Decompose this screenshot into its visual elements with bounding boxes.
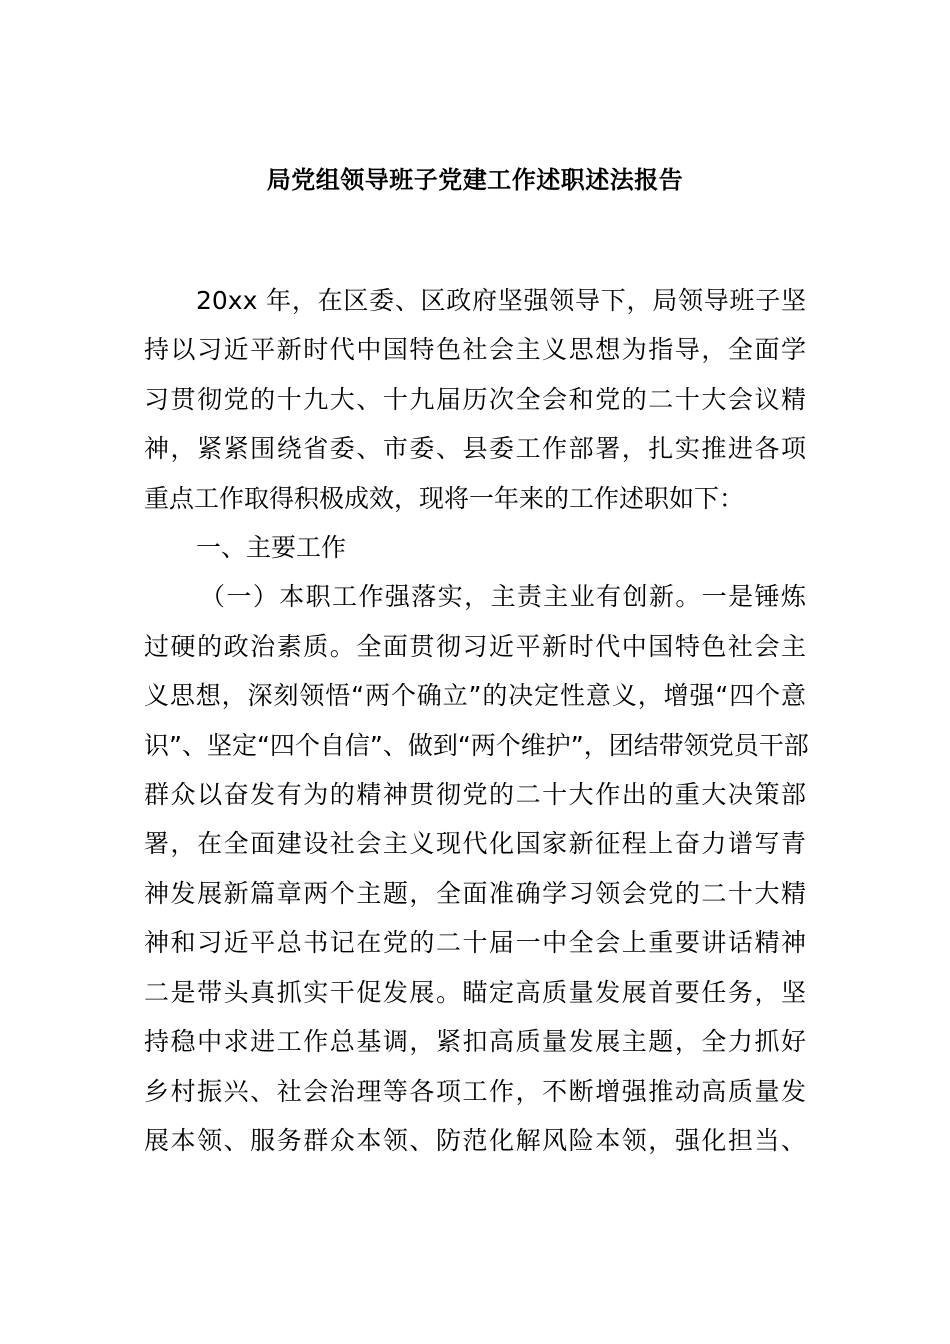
paragraph-line: 二是带头真抓实干促发展。瞄定高质量发展首要任务，坚 bbox=[144, 977, 806, 1007]
paragraph-line: 持稳中求进工作总基调，紧扣高质量发展主题，全力抓好 bbox=[144, 1027, 806, 1057]
paragraph-line: 过硬的政治素质。全面贯彻习近平新时代中国特色社会主 bbox=[144, 631, 806, 661]
paragraph-line: 识”、坚定“四个自信”、做到“两个维护”，团结带领党员干部 bbox=[144, 730, 809, 760]
paragraph-line: 展本领、服务群众本领、防范化解风险本领，强化担当、 bbox=[144, 1125, 806, 1155]
paragraph-line: 署，在全面建设社会主义现代化国家新征程上奋力谱写青 bbox=[144, 829, 806, 859]
paragraph-line: （一）本职工作强落实，主责主业有创新。一是锤炼 bbox=[200, 582, 806, 612]
section-heading: 一、主要工作 bbox=[196, 533, 347, 563]
document-body bbox=[144, 276, 809, 1165]
paragraph-line: 群众以奋发有为的精神贯彻党的二十大作出的重大决策部 bbox=[144, 780, 806, 810]
paragraph-line: 义思想，深刻领悟“两个确立”的决定性意义，增强“四个意 bbox=[144, 681, 806, 711]
document-title: 局党组领导班子党建工作述职述法报告 bbox=[266, 166, 684, 194]
paragraph-line: 持以习近平新时代中国特色社会主义思想为指导，全面学 bbox=[144, 335, 806, 365]
paragraph-line: 重点工作取得积极成效，现将一年来的工作述职如下： bbox=[144, 483, 745, 513]
paragraph-line: 习贯彻党的十九大、十九届历次全会和党的二十大会议精 bbox=[144, 384, 806, 414]
paragraph-line: 神发展新篇章两个主题，全面准确学习领会党的二十大精 bbox=[144, 878, 806, 908]
paragraph-line: 20xx 年，在区委、区政府坚强领导下，局领导班子坚 bbox=[196, 286, 806, 315]
paragraph-line: 神，紧紧围绕省委、市委、县委工作部署，扎实推进各项 bbox=[144, 434, 806, 464]
paragraph-line: 神和习近平总书记在党的二十届一中全会上重要讲话精神 bbox=[144, 928, 806, 958]
paragraph-line: 乡村振兴、社会治理等各项工作，不断增强推动高质量发 bbox=[144, 1076, 806, 1106]
